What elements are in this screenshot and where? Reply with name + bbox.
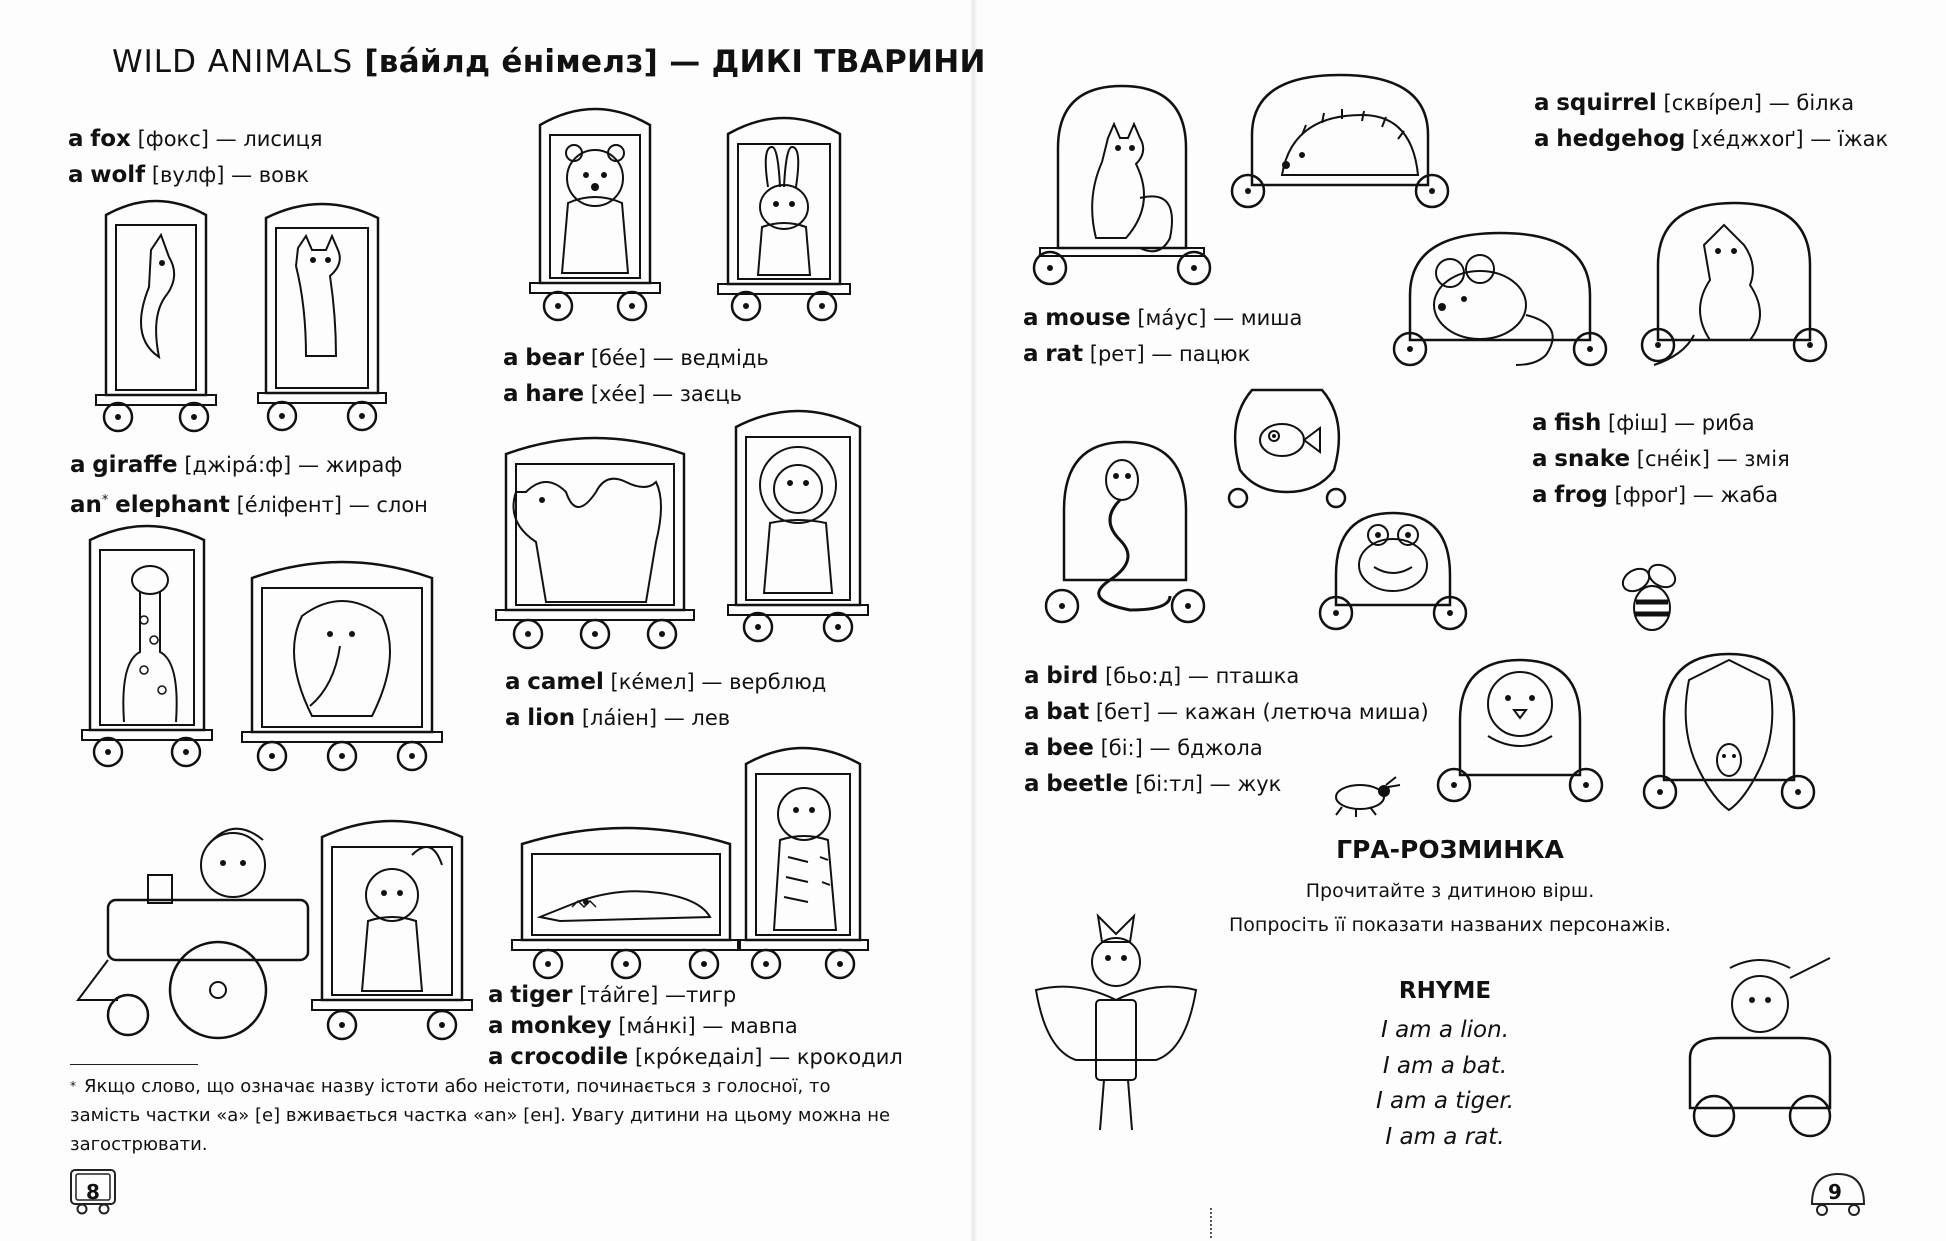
rhyme-title: RHYME xyxy=(1398,978,1492,1004)
squirrel-wagon-illustration xyxy=(1028,78,1216,290)
game-instruction-1: Прочитайте з дитиною вірш. xyxy=(1305,880,1595,902)
vocab-item-wolf: a wolf [вулф] — вовк xyxy=(68,162,310,188)
giraffe-wagon-illustration xyxy=(82,520,212,772)
bear-wagon-illustration xyxy=(530,103,660,325)
hedgehog-wagon-illustration xyxy=(1222,65,1458,215)
vocab-item-bat: a bat [бет] — кажан (летюча миша) xyxy=(1024,699,1429,725)
vocab-group-squirrel-hedgehog xyxy=(1534,85,1888,157)
vocab-item-fish: a fish [фіш] — риба xyxy=(1532,410,1755,436)
vocab-item-snake: a snake [снéік] — змія xyxy=(1532,446,1790,472)
vocab-item-beetle: a beetle [бі:тл] — жук xyxy=(1024,771,1282,797)
vocab-item-bee: a bee [бі:] — бджола xyxy=(1024,735,1263,761)
beetle-illustration xyxy=(1322,775,1402,817)
vocab-group-fish-snake-frog xyxy=(1532,405,1790,513)
rhyme-line-1: I am a lion. xyxy=(1380,1017,1510,1043)
rhyme-line-4: I am a rat. xyxy=(1385,1124,1505,1150)
page-number-right: 9 xyxy=(1828,1180,1842,1204)
footnote-marker: * xyxy=(101,493,109,508)
bee-illustration xyxy=(1606,558,1696,638)
vocab-item-bird: a bird [бьо:д] — пташка xyxy=(1024,663,1300,689)
rhyme-line-3: I am a tiger. xyxy=(1375,1088,1515,1114)
vocab-item-camel: a camel [ке́мел] — верблюд xyxy=(505,669,827,695)
page-title xyxy=(112,44,986,80)
page-number-left: 8 xyxy=(86,1180,100,1204)
vocab-item-crocodile: a crocodile [кро́кедаіл] — крокодил xyxy=(488,1044,903,1070)
fox-wagon-illustration xyxy=(96,195,216,435)
page-fold xyxy=(970,0,978,1241)
game-instruction-2: Попросіть її показати названих персонажів. xyxy=(1228,914,1672,936)
vocab-item-hare: a hare [хе́е] — заєць xyxy=(503,381,742,407)
camel-wagon-illustration xyxy=(496,432,694,650)
vocab-item-rat: a rat [рет] — пацюк xyxy=(1023,341,1251,367)
vocab-group-camel-lion xyxy=(505,664,826,736)
footnote-rule xyxy=(70,1064,198,1065)
dotted-mark xyxy=(1210,1208,1214,1238)
title-translation: [ва́йлд е́німелз] — ДИКІ ТВАРИНИ xyxy=(353,44,986,80)
vocab-group-fox-wolf xyxy=(68,121,323,193)
girl-in-car-illustration xyxy=(1660,948,1860,1148)
frog-wagon-illustration xyxy=(1310,505,1476,635)
vocab-item-fox: a fox [фокс] — лисиця xyxy=(68,126,323,152)
snake-wagon-illustration xyxy=(1040,430,1210,630)
vocab-item-hedgehog: a hedgehog [хе́джхоґ] — їжак xyxy=(1534,126,1889,152)
bat-costume-child-illustration xyxy=(1026,900,1206,1150)
train-driver-illustration xyxy=(68,805,318,1050)
vocab-item-lion: a lion [ла́іен] — лев xyxy=(505,705,731,731)
title-english: WILD ANIMALS xyxy=(112,44,354,80)
crocodile-wagon-illustration xyxy=(512,822,740,982)
vocab-group-bear-hare xyxy=(503,340,769,412)
vocab-item-squirrel: a squirrel [сквíрел] — білка xyxy=(1534,90,1855,116)
mouse-wagon-illustration xyxy=(1380,225,1620,373)
wolf-wagon-illustration xyxy=(258,198,386,436)
game-title: ГРА-РОЗМИНКА xyxy=(1336,835,1564,864)
vocab-item-mouse: a mouse [ма́ус] — миша xyxy=(1023,305,1303,331)
vocab-item-monkey: a monkey [ма́нкі] — мавпа xyxy=(488,1013,798,1039)
monkey-wagon-illustration xyxy=(312,815,472,1045)
elephant-wagon-illustration xyxy=(242,556,442,774)
vocab-item-bear: a bear [бе́е] — ведмідь xyxy=(503,345,769,371)
vocab-item-tiger: a tiger [та́йге] —тигр xyxy=(488,982,737,1008)
lion-wagon-illustration xyxy=(728,405,868,645)
fish-bowl-illustration xyxy=(1222,380,1352,512)
vocab-item-giraffe: a giraffe [джіра́:ф] — жираф xyxy=(70,452,403,478)
bird-wagon-illustration xyxy=(1428,640,1612,820)
vocab-group-giraffe-elephant xyxy=(70,447,428,523)
rhyme-line-2: I am a bat. xyxy=(1382,1053,1508,1079)
tiger-wagon-illustration xyxy=(738,742,868,982)
rat-wagon-illustration xyxy=(1634,195,1834,375)
footnote: * Якщо слово, що означає назву істоти або неістоти, починається з голосної, то замість частки «a» [е] вживається частка «an» [ен]. Увагу дитини на цьому можна не загострювати. xyxy=(70,1076,891,1155)
vocab-group-mouse-rat xyxy=(1023,300,1302,372)
vocab-group-tiger-monkey-crocodile xyxy=(488,980,903,1073)
vocab-item-elephant: an* elephant [е́ліфент] — слон xyxy=(70,492,428,518)
hare-wagon-illustration xyxy=(718,112,850,324)
bat-wagon-illustration xyxy=(1634,640,1824,832)
vocab-item-frog: a frog [фроґ] — жаба xyxy=(1532,482,1779,508)
